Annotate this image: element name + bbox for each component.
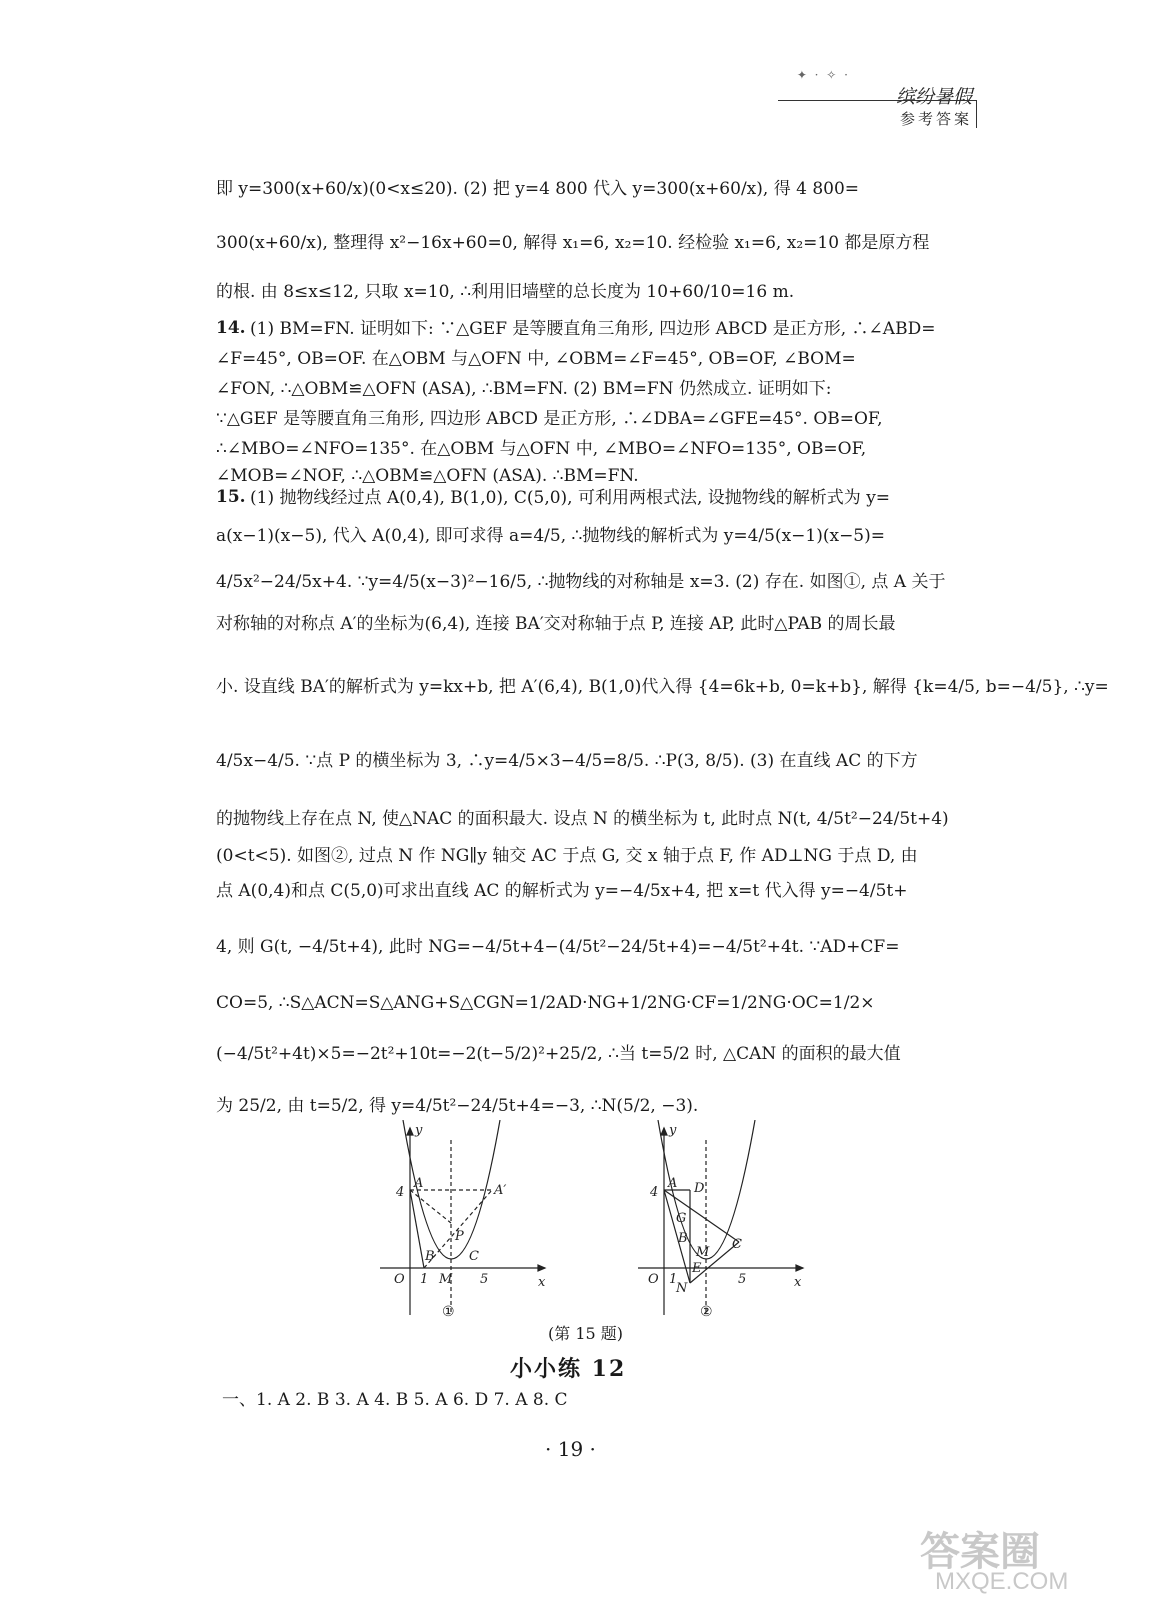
fig2-label-x: x [794,1275,802,1290]
fig2-label-y: y [669,1123,677,1138]
problem-number-15: 15. [216,487,246,507]
fig1-label-C: C [469,1249,479,1264]
fig1-label-4: 4 [396,1185,405,1200]
text-line: ∠FON, ∴△OBM≌△OFN (ASA), ∴BM=FN. (2) BM=FN 仍然成立. 证明如下: [216,379,832,399]
fig2-label-E: E [692,1261,702,1276]
text-line: 的根. 由 8≤x≤12, 只取 x=10, ∴利用旧墙壁的总长度为 10+60/10=16 m. [216,282,795,302]
fig1-label-O: O [394,1272,405,1287]
text-line: 4/5x−4/5. ∵点 P 的横坐标为 3, ∴y=4/5×3−4/5=8/5. ∴P(3, 8/5). (3) 在直线 AC 的下方 [216,751,918,771]
text-line: ∵△GEF 是等腰直角三角形, 四边形 ABCD 是正方形, ∴∠DBA=∠GFE=45°. OB=OF, [216,409,883,429]
segment-AB [410,1190,424,1268]
fig2-label-5: 5 [738,1272,747,1287]
text-line: (1) 抛物线经过点 A(0,4), B(1,0), C(5,0), 可利用两根式法, 设抛物线的解析式为 y= [250,488,891,508]
text-line: (1) BM=FN. 证明如下: ∵△GEF 是等腰直角三角形, 四边形 ABCD 是正方形, ∴∠ABD= [250,319,936,339]
text-line: 4, 则 G(t, −4/5t+4), 此时 NG=−4/5t+4−(4/5t²−24/5t+4)=−4/5t²+4t. ∵AD+CF= [216,937,900,957]
header-divider [778,100,976,101]
y-axis-arrow [661,1128,667,1135]
fig2-label-B: B [678,1231,688,1246]
fig2-label-4: 4 [650,1185,659,1200]
fig1-label-M: M [439,1272,453,1287]
fig1-label-1: 1 [420,1272,429,1287]
text-line: 的抛物线上存在点 N, 使△NAC 的面积最大. 设点 N 的横坐标为 t, 此时点 N(t, 4/5t²−24/5t+4) [216,809,949,829]
figure-2-parabola [628,1120,818,1320]
text-line: ∠F=45°, OB=OF. 在△OBM 与△OFN 中, ∠OBM=∠F=45°, OB=OF, ∠BOM= [216,349,856,369]
text-line: CO=5, ∴S△ACN=S△ANG+S△CGN=1/2AD·NG+1/2NG·CF=1/2NG·OC=1/2× [216,993,875,1013]
figure-caption: (第 15 题) [548,1324,624,1343]
y-axis-arrow [407,1128,413,1135]
text-line: 对称轴的对称点 A′的坐标为(6,4), 连接 BA′交对称轴于点 P, 连接 AP, 此时△PAB 的周长最 [216,614,896,634]
x-axis-arrow [538,1265,545,1271]
header-logo: 缤纷暑假 [895,86,972,108]
watermark-logo: 答案圈 [920,1530,1040,1574]
fig2-label-N: N [676,1281,688,1296]
figure-1-parabola [370,1120,560,1320]
header-subtitle: 参考答案 [899,110,972,128]
header-stars-decoration: ✦ · ✧ · [796,68,850,82]
text-line: 小. 设直线 BA′的解析式为 y=kx+b, 把 A′(6,4), B(1,0)代入得 {4=6k+b, 0=k+b}, 解得 {k=4/5, b=−4/5}, ∴y= [216,677,1109,697]
fig2-label-1: 1 [669,1272,678,1287]
fig2-label-O: O [648,1272,659,1287]
text-line: a(x−1)(x−5), 代入 A(0,4), 即可求得 a=4/5, ∴抛物线的解析式为 y=4/5(x−1)(x−5)= [216,526,886,546]
text-line: 300(x+60/x), 整理得 x²−16x+60=0, 解得 x₁=6, x₂=10. 经检验 x₁=6, x₂=10 都是原方程 [216,233,930,253]
text-line: ∠MOB=∠NOF, ∴△OBM≌△OFN (ASA). ∴BM=FN. [216,466,639,486]
text-line: 4/5x²−24/5x+4. ∵y=4/5(x−3)²−16/5, ∴抛物线的对称轴是 x=3. (2) 存在. 如图①, 点 A 关于 [216,572,946,592]
x-axis-arrow [796,1265,803,1271]
header-divider-tick [976,100,977,128]
segment-AP [410,1190,451,1223]
fig1-label-P: P [455,1229,464,1244]
text-line: 为 25/2, 由 t=5/2, 得 y=4/5t²−24/5t+4=−3, ∴N(5/2, −3). [216,1096,699,1116]
fig2-label-A: A [668,1176,678,1191]
problem-number-14: 14. [216,318,246,338]
fig2-label-M: M [696,1245,710,1260]
fig1-label-5: 5 [480,1272,489,1287]
fig2-label-D: D [694,1181,705,1196]
fig1-label-A: A [414,1176,424,1191]
fig1-label-y: y [415,1123,423,1138]
fig1-label-x: x [538,1275,546,1290]
page-number: · 19 · [545,1437,596,1461]
fig2-caption: ② [700,1304,713,1320]
text-line: (0<t<5). 如图②, 过点 N 作 NG∥y 轴交 AC 于点 G, 交 x 轴于点 F, 作 AD⊥NG 于点 D, 由 [216,846,918,866]
fig2-label-G: G [676,1211,687,1226]
fig2-label-C: C [732,1237,742,1252]
text-line: ∴∠MBO=∠NFO=135°. 在△OBM 与△OFN 中, ∠MBO=∠NFO=135°, OB=OF, [216,439,867,459]
answers-line: 一、1. A 2. B 3. A 4. B 5. A 6. D 7. A 8. C [222,1390,568,1410]
fig1-label-A-prime: A′ [494,1183,507,1198]
fig1-caption: ① [442,1304,455,1320]
text-line: (−4/5t²+4t)×5=−2t²+10t=−2(t−5/2)²+25/2, ∴当 t=5/2 时, △CAN 的面积的最大值 [216,1044,901,1064]
section-title: 小小练 12 [510,1356,627,1382]
watermark-url: MXQE.COM [935,1568,1069,1595]
text-line: 点 A(0,4)和点 C(5,0)可求出直线 AC 的解析式为 y=−4/5x+4, 把 x=t 代入得 y=−4/5t+ [216,881,908,901]
text-line: 即 y=300(x+60/x)(0<x≤20). (2) 把 y=4 800 代入 y=300(x+60/x), 得 4 800= [216,179,860,199]
fig1-label-B: B [425,1249,435,1264]
